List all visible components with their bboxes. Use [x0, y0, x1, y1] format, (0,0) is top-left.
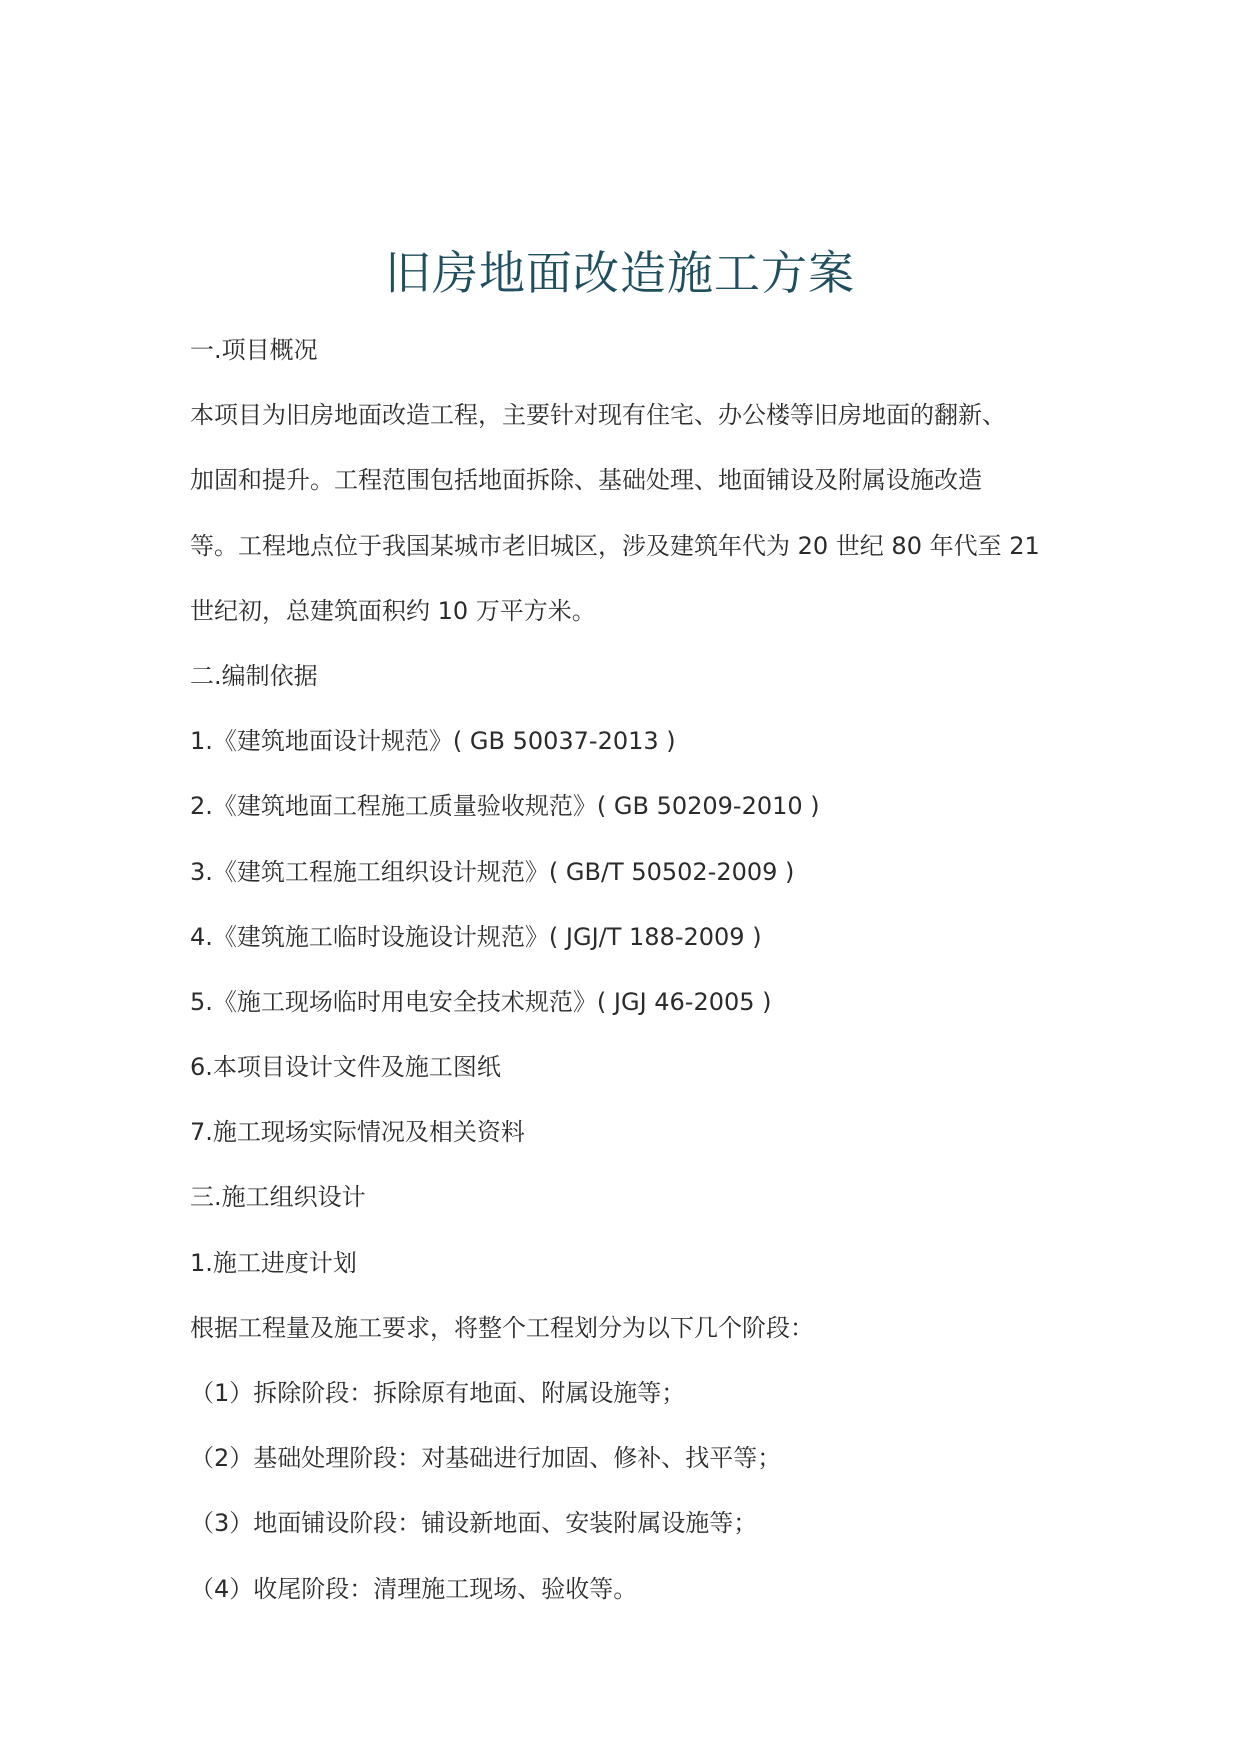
list-item: 7.施工现场实际情况及相关资料 — [190, 1118, 525, 1147]
list-item: 2.《建筑地面工程施工质量验收规范》( GB 50209-2010 ) — [190, 792, 820, 821]
paragraph-line: 世纪初，总建筑面积约 10 万平方米。 — [190, 596, 596, 625]
paragraph-line: 本项目为旧房地面改造工程，主要针对现有住宅、办公楼等旧房地面的翻新、 — [190, 401, 1006, 430]
phase-item: （4）收尾阶段：清理施工现场、验收等。 — [190, 1574, 638, 1603]
section-heading-basis: 二.编制依据 — [190, 661, 318, 690]
section-heading-organization: 三.施工组织设计 — [190, 1183, 366, 1212]
phase-item: （2）基础处理阶段：对基础进行加固、修补、找平等； — [190, 1444, 782, 1473]
list-item: 1.《建筑地面设计规范》( GB 50037-2013 ) — [190, 727, 676, 756]
subsection-heading-schedule: 1.施工进度计划 — [190, 1248, 357, 1277]
list-item: 3.《建筑工程施工组织设计规范》( GB/T 50502-2009 ) — [190, 857, 795, 886]
paragraph-line: 加固和提升。工程范围包括地面拆除、基础处理、地面铺设及附属设施改造 — [190, 466, 982, 495]
phase-item: （1）拆除阶段：拆除原有地面、附属设施等； — [190, 1379, 686, 1407]
document-title: 旧房地面改造施工方案 — [385, 245, 855, 300]
section-heading-overview: 一.项目概况 — [190, 336, 318, 364]
phase-item: （3）地面铺设阶段：铺设新地面、安装附属设施等； — [190, 1509, 758, 1538]
paragraph-line: 根据工程量及施工要求，将整个工程划分为以下几个阶段： — [190, 1313, 814, 1342]
list-item: 4.《建筑施工临时设施设计规范》( JGJ/T 188-2009 ) — [190, 922, 762, 951]
list-item: 6.本项目设计文件及施工图纸 — [190, 1053, 501, 1082]
paragraph-line: 等。工程地点位于我国某城市老旧城区，涉及建筑年代为 20 世纪 80 年代至 21 — [190, 531, 1040, 560]
document-body — [190, 318, 1060, 1622]
list-item: 5.《施工现场临时用电安全技术规范》( JGJ 46-2005 ) — [190, 987, 772, 1016]
